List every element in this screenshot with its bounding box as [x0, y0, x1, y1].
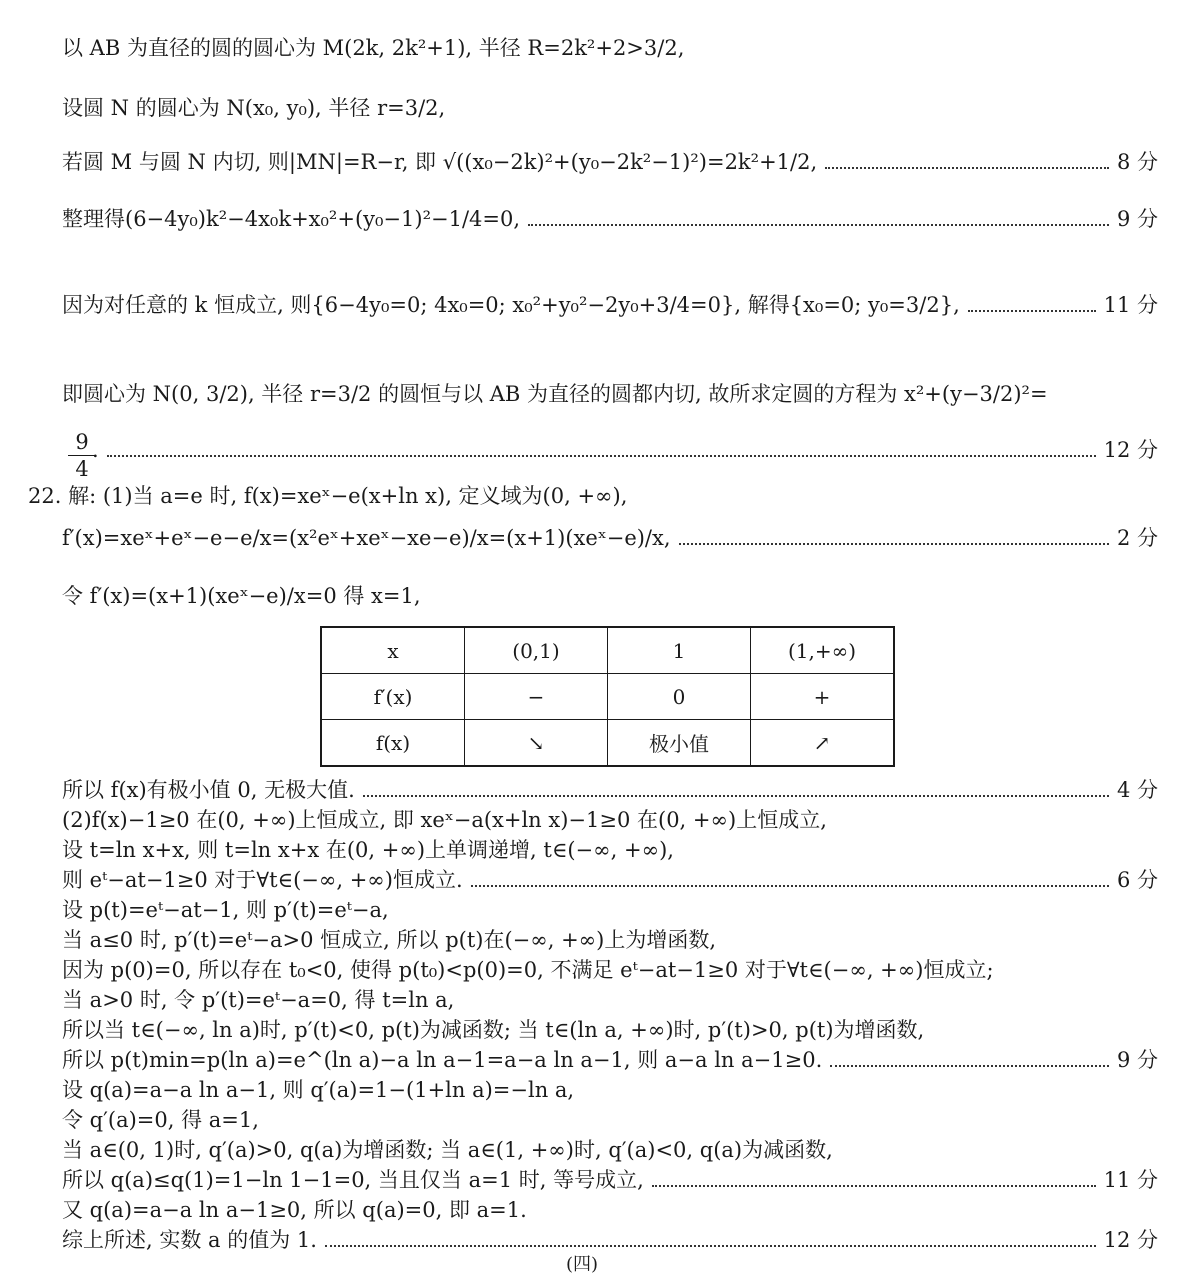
- table-cell: 0: [608, 674, 751, 720]
- table-row: [321, 627, 894, 674]
- solution-line: 令 f′(x)=(x+1)(xeˣ−e)/x=0 得 x=1,: [62, 584, 421, 608]
- solution-line: 因为 p(0)=0, 所以存在 t₀<0, 使得 p(t₀)<p(0)=0, 不满足 eᵗ−at−1≥0 对于∀t∈(−∞, +∞)恒成立;: [62, 958, 994, 982]
- solution-line-scored: 因为对任意的 k 恒成立, 则{6−4y₀=0; 4x₀=0; x₀²+y₀²−2y₀+3/4=0}, 解得{x₀=0; y₀=3/2}, 11 分: [62, 293, 1158, 317]
- solution-line: 当 a>0 时, 令 p′(t)=eᵗ−a=0, 得 t=ln a,: [62, 988, 455, 1012]
- solution-line-scored: 则 eᵗ−at−1≥0 对于∀t∈(−∞, +∞)恒成立. 6 分: [62, 868, 1158, 892]
- question-22-heading: 22. 解: (1)当 a=e 时, f(x)=xeˣ−e(x+ln x), 定义域为(0, +∞),: [28, 484, 628, 508]
- dotted-leader: [968, 310, 1096, 312]
- score-label: 12 分: [1103, 1228, 1158, 1252]
- solution-line: 设 q(a)=a−a ln a−1, 则 q′(a)=1−(1+ln a)=−ln a,: [62, 1078, 575, 1102]
- score-label: 11 分: [1103, 1168, 1158, 1192]
- table-cell: f′(x): [321, 674, 465, 720]
- dotted-leader: [830, 1065, 1109, 1067]
- score-label: 4 分: [1116, 778, 1158, 802]
- solution-line-scored: 整理得(6−4y₀)k²−4x₀k+x₀²+(y₀−1)²−1/4=0, 9 分: [62, 207, 1158, 231]
- table-cell: f(x): [321, 720, 465, 767]
- dotted-leader: [679, 543, 1109, 545]
- solution-line: (2)f(x)−1≥0 在(0, +∞)上恒成立, 即 xeˣ−a(x+ln x)−1≥0 在(0, +∞)上恒成立,: [62, 808, 827, 832]
- score-label: 6 分: [1116, 868, 1158, 892]
- solution-line: 当 a∈(0, 1)时, q′(a)>0, q(a)为增函数; 当 a∈(1, +∞)时, q′(a)<0, q(a)为减函数,: [62, 1138, 833, 1162]
- dotted-leader: [363, 795, 1109, 797]
- table-cell: x: [321, 627, 465, 674]
- score-label: 11 分: [1103, 293, 1158, 317]
- table-cell: (0,1): [465, 627, 608, 674]
- solution-line: 又 q(a)=a−a ln a−1≥0, 所以 q(a)=0, 即 a=1.: [62, 1198, 527, 1222]
- dotted-leader: [471, 885, 1109, 887]
- solution-line: 即圆心为 N(0, 3/2), 半径 r=3/2 的圆恒与以 AB 为直径的圆都内切, 故所求定圆的方程为 x²+(y−3/2)²=: [62, 382, 1048, 406]
- solution-line-scored: 所以 f(x)有极小值 0, 无极大值. 4 分: [62, 778, 1158, 802]
- dotted-leader: [325, 1245, 1096, 1247]
- solution-line-scored: 所以 q(a)≤q(1)=1−ln 1−1=0, 当且仅当 a=1 时, 等号成立, 11 分: [62, 1168, 1158, 1192]
- fraction-numerator: 9: [75, 430, 89, 454]
- solution-line: 设圆 N 的圆心为 N(x₀, y₀), 半径 r=3/2,: [62, 96, 446, 120]
- sign-table: [320, 626, 895, 767]
- table-cell: +: [751, 674, 895, 720]
- score-label: 8 分: [1116, 150, 1158, 174]
- solution-line-scored: 综上所述, 实数 a 的值为 1. 12 分: [62, 1228, 1158, 1252]
- score-label: 9 分: [1116, 1048, 1158, 1072]
- table-cell: 极小值: [608, 720, 751, 767]
- table-cell: −: [465, 674, 608, 720]
- decreasing-arrow-icon: ↘: [465, 720, 608, 767]
- solution-line: 当 a≤0 时, p′(t)=eᵗ−a>0 恒成立, 所以 p(t)在(−∞, +∞)上为增函数,: [62, 928, 717, 952]
- table-row: [321, 720, 894, 767]
- score-label: 12 分: [1103, 438, 1158, 462]
- solution-line: 设 p(t)=eᵗ−at−1, 则 p′(t)=eᵗ−a,: [62, 898, 389, 922]
- solution-line-scored: 所以 p(t)min=p(ln a)=e^(ln a)−a ln a−1=a−a ln a−1, 则 a−a ln a−1≥0. 9 分: [62, 1048, 1158, 1072]
- solution-line: 设 t=ln x+x, 则 t=ln x+x 在(0, +∞)上单调递增, t∈(−∞, +∞),: [62, 838, 674, 862]
- increasing-arrow-icon: ↗: [751, 720, 895, 767]
- dotted-leader: [825, 167, 1109, 169]
- score-label: 2 分: [1116, 526, 1158, 550]
- page-footer: (四): [566, 1254, 599, 1275]
- solution-line-scored: f′(x)=xeˣ+eˣ−e−e/x=(x²eˣ+xeˣ−xe−e)/x=(x+1)(xeˣ−e)/x, 2 分: [62, 526, 1158, 550]
- dotted-leader: [652, 1185, 1096, 1187]
- solution-line-scored: 若圆 M 与圆 N 内切, 则|MN|=R−r, 即 √((x₀−2k)²+(y₀−2k²−1)²)=2k²+1/2, 8 分: [62, 150, 1158, 174]
- solution-line: 以 AB 为直径的圆的圆心为 M(2k, 2k²+1), 半径 R=2k²+2>3/2,: [62, 36, 685, 60]
- dotted-leader: [528, 224, 1109, 226]
- solution-line: 所以当 t∈(−∞, ln a)时, p′(t)<0, p(t)为减函数; 当 t∈(ln a, +∞)时, p′(t)>0, p(t)为增函数,: [62, 1018, 925, 1042]
- solution-line-scored: . 12 分: [92, 438, 1158, 462]
- solution-line: 令 q′(a)=0, 得 a=1,: [62, 1108, 259, 1132]
- dotted-leader: [107, 455, 1096, 457]
- table-cell: 1: [608, 627, 751, 674]
- table-row: [321, 674, 894, 720]
- score-label: 9 分: [1116, 207, 1158, 231]
- table-cell: (1,+∞): [751, 627, 895, 674]
- fraction-denominator: 4: [75, 457, 89, 482]
